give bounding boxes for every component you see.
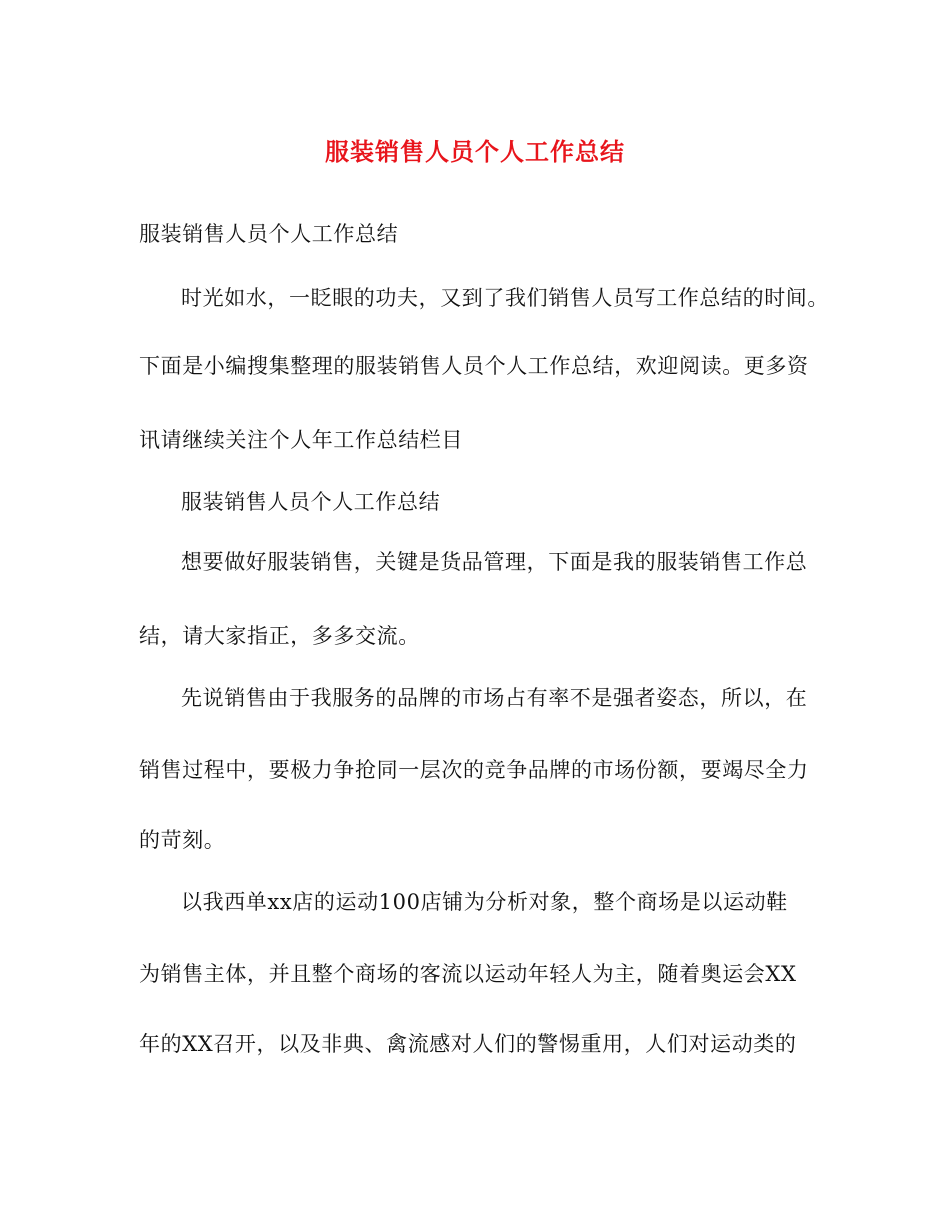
paragraph-line: 先说销售由于我服务的品牌的市场占有率不是强者姿态，所以，在	[181, 686, 808, 710]
paragraph-line: 下面是小编搜集整理的服装销售人员个人工作总结，欢迎阅读。更多资	[139, 354, 809, 378]
paragraph-line: 时光如水，一眨眼的功夫，又到了我们销售人员写工作总结的时间。	[181, 286, 829, 310]
paragraph-line: 以我西单xx店的运动100店铺为分析对象，整个商场是以运动鞋	[181, 890, 788, 914]
paragraph-line: 销售过程中，要极力争抢同一层次的竞争品牌的市场份额，要竭尽全力	[139, 758, 809, 782]
paragraph-line: 结，请大家指正，多多交流。	[139, 624, 420, 648]
document-title: 服装销售人员个人工作总结	[325, 137, 625, 166]
section-heading-line: 服装销售人员个人工作总结	[181, 490, 441, 514]
paragraph-line: 讯请继续关注个人年工作总结栏目	[139, 428, 463, 452]
paragraph-line: 为销售主体，并且整个商场的客流以运动年轻人为主，随着奥运会XX	[139, 962, 797, 986]
paragraph-line: 想要做好服装销售，关键是货品管理，下面是我的服装销售工作总	[181, 550, 808, 574]
paragraph-line: 的苛刻。	[139, 828, 226, 852]
subtitle-line: 服装销售人员个人工作总结	[139, 222, 399, 246]
paragraph-line: 年的XX召开，以及非典、禽流感对人们的警惕重用，人们对运动类的	[139, 1032, 797, 1056]
